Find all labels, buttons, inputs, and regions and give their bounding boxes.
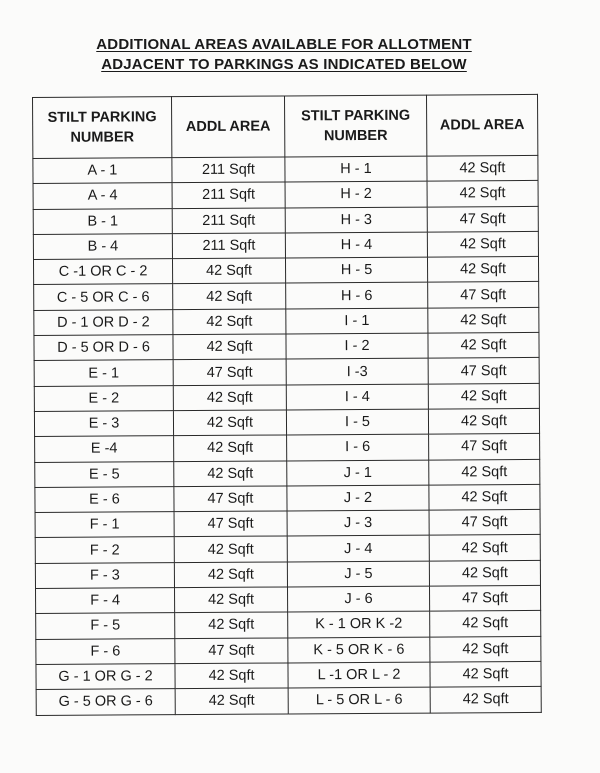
cell-addl-area: 211 Sqft [172,233,285,259]
cell-parking-number: E - 6 [35,486,174,512]
cell-addl-area-2: 47 Sqft [429,510,540,536]
cell-addl-area-2: 42 Sqft [428,383,539,409]
cell-addl-area-2: 42 Sqft [430,661,541,687]
cell-parking-number: F - 3 [35,562,174,588]
cell-addl-area: 211 Sqft [172,208,285,234]
table-row [33,155,538,183]
cell-parking-number-2: J - 5 [287,561,429,587]
parking-area-table [32,94,542,716]
cell-addl-area: 47 Sqft [174,511,287,537]
table-row [36,661,541,689]
cell-parking-number-2: H - 2 [285,181,427,207]
cell-addl-area: 47 Sqft [175,638,288,664]
table-row [35,510,540,538]
table-row [35,535,540,563]
table-row [35,484,540,512]
table-row [34,383,539,411]
cell-addl-area: 42 Sqft [174,562,287,588]
cell-parking-number-2: H - 4 [285,232,427,258]
cell-addl-area-2: 42 Sqft [427,231,538,257]
cell-addl-area-2: 42 Sqft [430,636,541,662]
cell-parking-number-2: L -1 OR L - 2 [288,662,430,688]
cell-parking-number: E - 5 [35,461,174,487]
cell-parking-number-2: I - 2 [286,333,428,359]
cell-parking-number-2: I - 4 [286,384,428,410]
cell-parking-number-2: H - 3 [285,207,427,233]
cell-parking-number: F - 6 [36,638,175,664]
cell-parking-number-2: I - 5 [286,409,428,435]
cell-parking-number: E -4 [35,436,174,462]
header-stilt-parking-line2-2: NUMBER [323,127,388,145]
cell-parking-number: A - 4 [33,183,172,209]
cell-parking-number: E - 2 [34,385,173,411]
cell-parking-number: C -1 OR C - 2 [33,259,172,285]
cell-addl-area-2: 47 Sqft [429,434,540,460]
header-addl-area: ADDL AREA [172,96,285,158]
cell-parking-number: F - 2 [35,537,174,563]
table-row [34,307,539,335]
cell-parking-number-2: I -3 [286,358,428,384]
cell-parking-number: B - 1 [33,208,172,234]
cell-addl-area: 42 Sqft [175,663,288,689]
table-row [36,611,541,639]
cell-addl-area: 47 Sqft [174,486,287,512]
cell-addl-area-2: 47 Sqft [428,358,539,384]
cell-addl-area-2: 42 Sqft [427,155,538,181]
cell-parking-number-2: L - 5 OR L - 6 [288,687,430,713]
cell-parking-number-2: K - 1 OR K -2 [288,611,430,637]
header-stilt-parking-line1-2: STILT PARKING [301,107,411,125]
cell-addl-area-2: 42 Sqft [428,307,539,333]
cell-parking-number: D - 1 OR D - 2 [34,309,173,335]
cell-addl-area: 211 Sqft [172,182,285,208]
table-row [34,358,539,386]
cell-addl-area: 42 Sqft [174,461,287,487]
cell-parking-number-2: I - 6 [287,434,429,460]
cell-addl-area-2: 42 Sqft [430,687,541,713]
cell-addl-area: 42 Sqft [172,258,285,284]
cell-parking-number-2: J - 3 [287,510,429,536]
cell-parking-number-2: H - 5 [285,257,427,283]
document-title-line-2: ADJACENT TO PARKINGS AS INDICATED BELOW [101,56,467,73]
cell-addl-area: 42 Sqft [173,385,286,411]
cell-parking-number: F - 5 [36,613,175,639]
table-header-row [33,94,538,158]
table-row [33,206,538,234]
cell-addl-area: 42 Sqft [174,435,287,461]
table-row [35,560,540,588]
cell-parking-number: E - 1 [34,360,173,386]
cell-addl-area-2: 42 Sqft [429,459,540,485]
cell-addl-area: 42 Sqft [174,536,287,562]
cell-parking-number-2: J - 4 [287,536,429,562]
cell-parking-number: F - 4 [36,588,175,614]
cell-parking-number: G - 5 OR G - 6 [36,689,175,715]
table-row [34,332,539,360]
cell-parking-number: B - 4 [33,234,172,260]
header-stilt-parking-line2: NUMBER [70,129,135,146]
cell-addl-area: 42 Sqft [175,688,288,714]
cell-parking-number-2: J - 2 [287,485,429,511]
table-row [33,257,538,285]
cell-addl-area: 42 Sqft [175,587,288,613]
document-title-line-1: ADDITIONAL AREAS AVAILABLE FOR ALLOTMENT [96,36,472,53]
table-row [36,687,541,715]
table-row [33,181,538,209]
cell-addl-area-2: 42 Sqft [427,181,538,207]
cell-parking-number: A - 1 [33,158,172,184]
cell-parking-number: F - 1 [35,512,174,538]
cell-parking-number: C - 5 OR C - 6 [34,284,173,310]
cell-parking-number: D - 5 OR D - 6 [34,335,173,361]
table-row [35,434,540,462]
cell-addl-area: 42 Sqft [173,283,286,309]
cell-addl-area-2: 42 Sqft [430,611,541,637]
cell-addl-area-2: 42 Sqft [428,332,539,358]
cell-parking-number: G - 1 OR G - 2 [36,664,175,690]
table-row [34,282,539,310]
cell-parking-number-2: J - 6 [287,586,429,612]
cell-addl-area-2: 42 Sqft [429,484,540,510]
table-row [33,231,538,259]
cell-addl-area: 42 Sqft [173,334,286,360]
table-body [33,155,541,715]
cell-parking-number-2: H - 6 [286,283,428,309]
cell-parking-number-2: H - 1 [285,156,427,182]
cell-addl-area-2: 47 Sqft [428,282,539,308]
cell-addl-area: 47 Sqft [173,359,286,385]
cell-parking-number-2: K - 5 OR K - 6 [288,637,430,663]
header-stilt-parking-number [33,97,172,159]
table-row [36,585,541,613]
table-row [35,459,540,487]
cell-addl-area-2: 47 Sqft [429,585,540,611]
cell-addl-area-2: 42 Sqft [427,257,538,283]
cell-addl-area-2: 42 Sqft [428,408,539,434]
cell-addl-area-2: 47 Sqft [427,206,538,232]
cell-parking-number: E - 3 [34,411,173,437]
cell-addl-area-2: 42 Sqft [429,560,540,586]
table-row [36,636,541,664]
cell-addl-area: 42 Sqft [175,612,288,638]
header-addl-area-2: ADDL AREA [426,94,537,156]
cell-parking-number-2: J - 1 [287,460,429,486]
table-row [34,408,539,436]
header-stilt-parking-line1: STILT PARKING [47,109,157,126]
cell-addl-area: 42 Sqft [173,410,286,436]
cell-addl-area: 42 Sqft [173,309,286,335]
cell-addl-area: 211 Sqft [172,157,285,183]
cell-parking-number-2: I - 1 [286,308,428,334]
cell-addl-area-2: 42 Sqft [429,535,540,561]
header-stilt-parking-number-2 [284,95,426,157]
